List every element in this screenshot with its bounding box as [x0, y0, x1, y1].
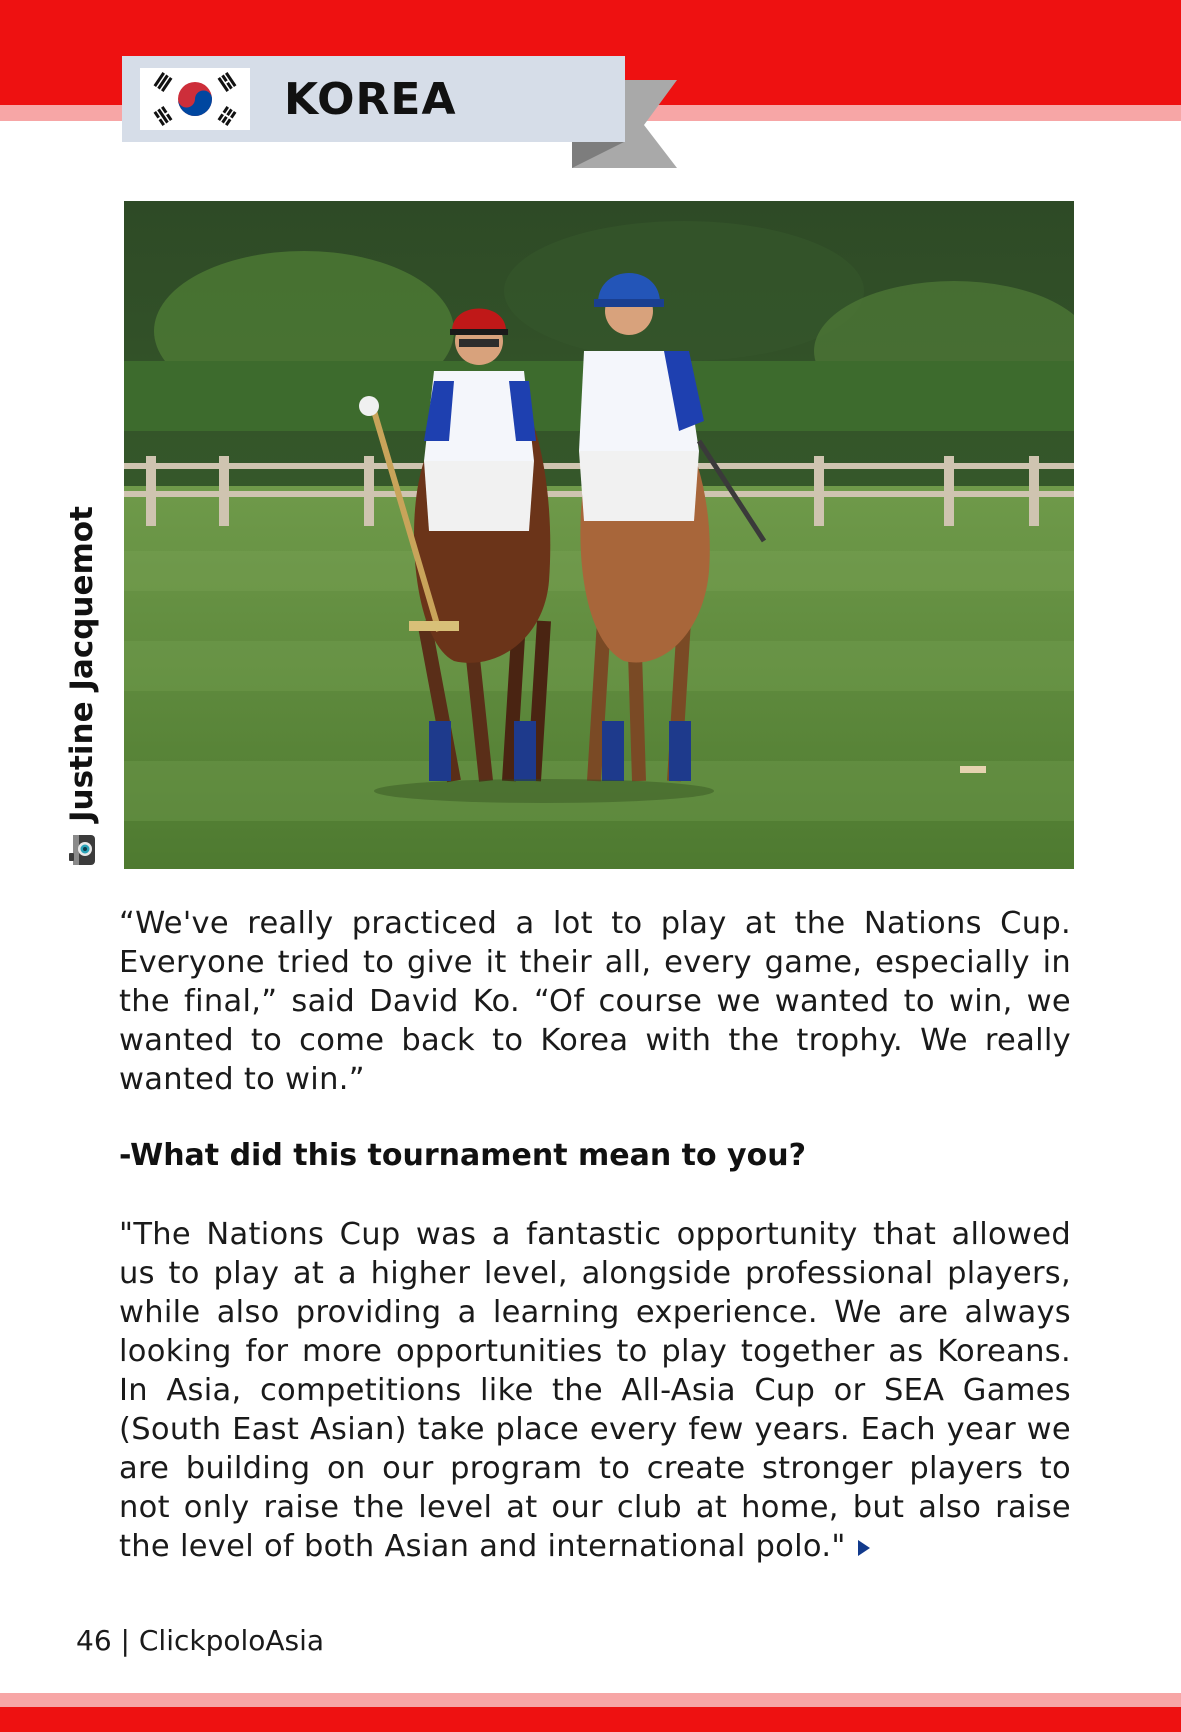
footer-red-band	[0, 1707, 1181, 1732]
quote-paragraph-1: “We've really practiced a lot to play at the Nations Cup. Everyone tried to give it their all, every game, especially in the final,” said David Ko. “Of course we wanted to win, we wanted to come back to Korea with the trophy. We really wanted to win.”	[119, 906, 1071, 1097]
interview-question: -What did this tournament mean to you?	[119, 1138, 806, 1173]
south-korea-flag-icon	[140, 68, 250, 130]
camera-icon	[67, 834, 97, 866]
quote-paragraph-2-text: "The Nations Cup was a fantastic opportunity that allowed us to play at a higher level, alongside professional players, while also providing a learning experience. We are always looking for more opportunities to play together as Koreans. In Asia, competitions like the All-Asia Cup or SEA Games (South East Asian) take place every few years. Each year we are building on our program to create stronger players to not only raise the level at our club at home, but also raise the level of both Asian and international polo."	[119, 1217, 1071, 1564]
footer-pink-stripe	[0, 1693, 1181, 1707]
quote-paragraph-2	[119, 1215, 1071, 1566]
country-title: KOREA	[284, 73, 457, 125]
country-banner	[122, 56, 625, 142]
page-footer: 46 | ClickpoloAsia	[76, 1624, 325, 1657]
triangle-right-icon	[858, 1540, 870, 1556]
polo-photo	[124, 201, 1074, 869]
photo-credit	[62, 480, 102, 866]
photographer-name: Justine Jacquemot	[64, 506, 100, 822]
